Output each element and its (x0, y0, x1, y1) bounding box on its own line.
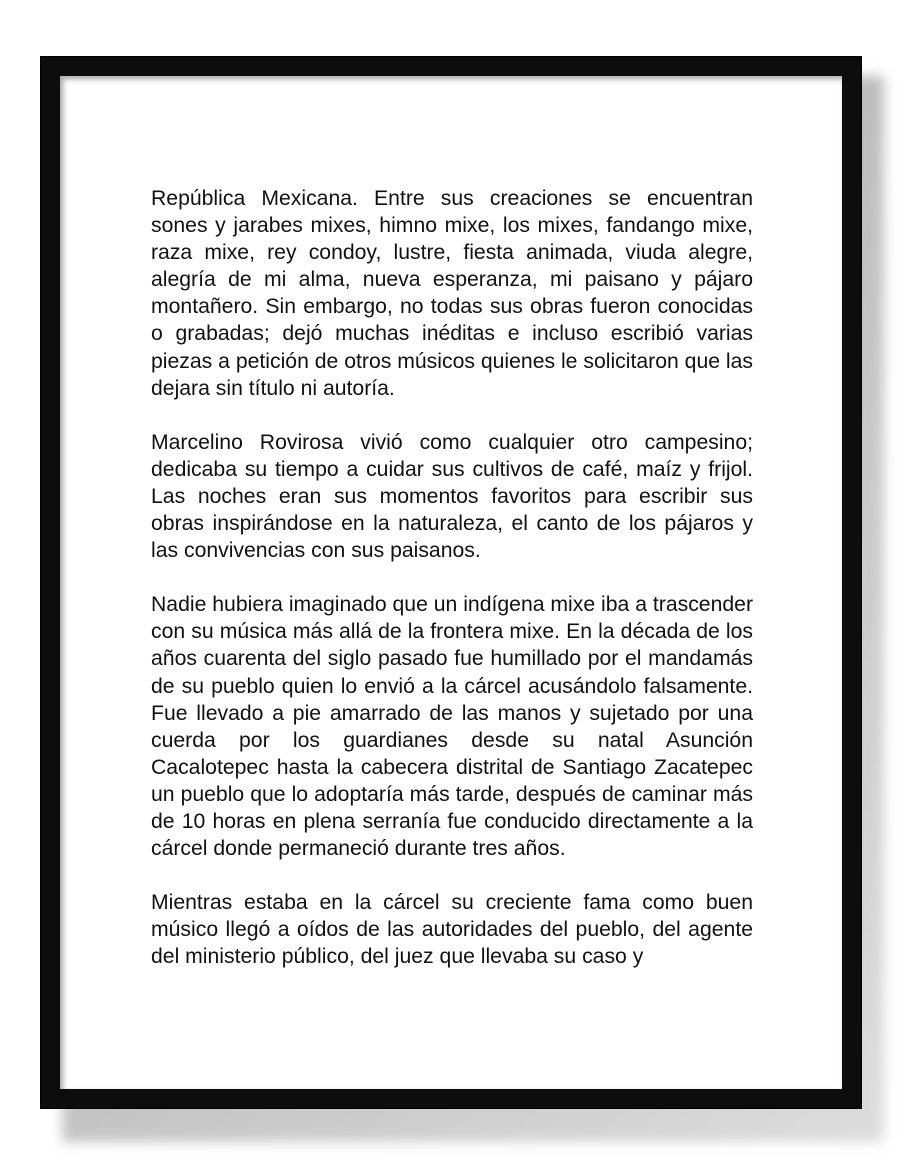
paragraph-4: Mientras estaba en la cárcel su creciente fama como buen músico llegó a oídos de las autoridades del pueblo, del agente del ministerio público, del juez que llevaba su caso y (151, 891, 753, 969)
document-page (60, 76, 842, 1089)
document-body (151, 185, 753, 970)
paragraph-3: Nadie hubiera imaginado que un indígena mixe iba a trascender con su música más allá de la frontera mixe. En la década de los años cuarenta del siglo pasado fue humillado por el mandamás de su pueblo quien lo envió a la cárcel acusándolo falsamente. Fue llevado a pie amarrado de las manos y sujetado por una cuerda por los guardianes desde su natal Asunción Cacalotepec hasta la cabecera distrital de Santiago Zacatepec un pueblo que lo adoptaría más tarde, después de caminar más de 10 horas en plena serranía fue conducido directamente a la cárcel donde permaneció durante tres años. (151, 593, 753, 861)
paragraph-1: República Mexicana. Entre sus creaciones se encuentran sones y jarabes mixes, himno mixe, los mixes, fandango mixe, raza mixe, rey condoy, lustre, fiesta animada, viuda alegre, alegría de mi alma, nueva esperanza, mi paisano y pájaro montañero. Sin embargo, no todas sus obras fueron conocidas o grabadas; dejó muchas inéditas e incluso escribió varias piezas a petición de otros músicos quienes le solicitaron que las dejara sin título ni autoría. (151, 187, 753, 400)
picture-frame (40, 56, 862, 1109)
paragraph-2: Marcelino Rovirosa vivió como cualquier otro campesino; dedicaba su tiempo a cuidar sus cultivos de café, maíz y frijol. Las noches eran sus momentos favoritos para escribir sus obras inspirándose en la naturaleza, el canto de los pájaros y las convivencias con sus paisanos. (151, 430, 753, 563)
